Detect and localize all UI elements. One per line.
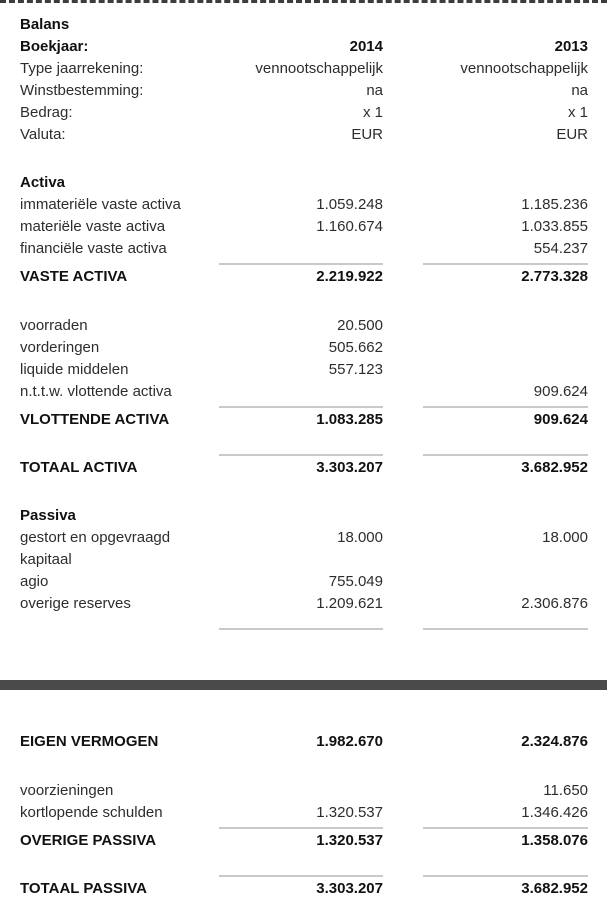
row-eigen-vermogen [20, 731, 588, 753]
row-total-vaste-activa [20, 266, 588, 288]
row-label: Boekjaar: [20, 38, 89, 55]
row-vorderingen [20, 337, 588, 359]
page-break-divider [0, 680, 607, 690]
value-2013: vennootschappelijk [460, 60, 588, 77]
page-title: Balans [20, 16, 70, 33]
value-2014: 1.320.537 [316, 832, 383, 849]
sum-rule-2013 [423, 263, 588, 265]
value-2014: na [366, 82, 383, 99]
value-2014: 1.083.285 [316, 411, 383, 428]
value-2013: 1.033.855 [521, 218, 588, 235]
row-boekjaar [20, 36, 588, 58]
row-label: Winstbestemming: [20, 82, 144, 99]
value-2014: 2.219.922 [316, 268, 383, 285]
section-heading-activa: Activa [20, 174, 66, 191]
value-2013: 2.306.876 [521, 595, 588, 612]
sum-rule-2013 [423, 827, 588, 829]
value-2014: 3.303.207 [316, 459, 383, 476]
value-2014: 557.123 [328, 361, 383, 378]
value-2013: na [571, 82, 588, 99]
row-label: liquide middelen [20, 361, 129, 378]
sum-rule [20, 454, 588, 456]
row-financiele-vaste-activa [20, 238, 588, 260]
row-label: materiële vaste activa [20, 218, 166, 235]
row-liquide-middelen [20, 359, 588, 381]
value-2014: 755.049 [328, 573, 383, 590]
row-agio [20, 571, 588, 593]
row-label: kortlopende schulden [20, 804, 163, 821]
row-materiele-vaste-activa [20, 216, 588, 238]
column-header-2014: 2014 [349, 38, 383, 55]
sum-rule-2013 [423, 875, 588, 877]
row-overige-passiva [20, 830, 588, 852]
row-label: Bedrag: [20, 104, 73, 121]
value-2013: x 1 [567, 104, 588, 121]
row-label: voorzieningen [20, 782, 114, 799]
row-label: agio [20, 573, 49, 590]
row-label: OVERIGE PASSIVA [20, 832, 157, 849]
sum-rule [20, 827, 588, 829]
sum-rule-2014 [219, 454, 383, 456]
row-label: immateriële vaste activa [20, 196, 181, 213]
row-label: voorraden [20, 317, 88, 334]
sum-rule-2014 [219, 827, 383, 829]
row-totaal-passiva [20, 878, 588, 900]
sum-rule [20, 628, 588, 630]
value-2013: 554.237 [533, 240, 588, 257]
sum-rule-2014 [219, 406, 383, 408]
value-2013: 1.358.076 [521, 832, 588, 849]
sum-rule-2013 [423, 406, 588, 408]
row-immateriele-vaste-activa [20, 194, 588, 216]
sum-rule [20, 263, 588, 265]
value-2014: 3.303.207 [316, 880, 383, 897]
row-label: VASTE ACTIVA [20, 268, 128, 285]
column-header-2013: 2013 [554, 38, 588, 55]
value-2013: 11.650 [543, 782, 588, 799]
value-2013: 2.324.876 [521, 733, 588, 750]
value-2013: 3.682.952 [521, 880, 588, 897]
row-voorzieningen [20, 780, 588, 802]
row-label: gestort en opgevraagd kapitaal [20, 529, 171, 568]
row-gestort-en-opgevraagd-kapitaal [20, 527, 588, 571]
sum-rule [20, 875, 588, 877]
value-2013: 909.624 [533, 411, 588, 428]
value-2014: EUR [351, 126, 383, 143]
row-label: Type jaarrekening: [20, 60, 144, 77]
value-2014: 1.320.537 [316, 804, 383, 821]
value-2014: 18.000 [337, 529, 383, 546]
row-voorraden [20, 315, 588, 337]
value-2013: EUR [556, 126, 588, 143]
value-2013: 18.000 [542, 529, 588, 546]
value-2013: 3.682.952 [521, 459, 588, 476]
sum-rule [20, 406, 588, 408]
row-label: TOTAAL PASSIVA [20, 880, 147, 897]
row-totaal-activa [20, 457, 588, 479]
row-label: TOTAAL ACTIVA [20, 459, 138, 476]
section-heading-passiva: Passiva [20, 507, 76, 524]
row-label: financiële vaste activa [20, 240, 167, 257]
sum-rule-2014 [219, 263, 383, 265]
value-2014: x 1 [362, 104, 383, 121]
value-2014: 20.500 [337, 317, 383, 334]
row-type-jaarrekening [20, 58, 588, 80]
value-2014: 505.662 [328, 339, 383, 356]
sum-rule-2013 [423, 454, 588, 456]
row-nttw-vlottende-activa [20, 381, 588, 403]
value-2013: 1.346.426 [521, 804, 588, 821]
row-overige-reserves [20, 593, 588, 615]
row-label: Valuta: [20, 126, 66, 143]
sum-rule-2014 [219, 875, 383, 877]
value-2013: 2.773.328 [521, 268, 588, 285]
row-bedrag [20, 102, 588, 124]
row-label: overige reserves [20, 595, 131, 612]
value-2014: 1.059.248 [316, 196, 383, 213]
row-label: VLOTTENDE ACTIVA [20, 411, 170, 428]
row-valuta [20, 124, 588, 146]
value-2014: vennootschappelijk [255, 60, 383, 77]
row-label: n.t.t.w. vlottende activa [20, 383, 172, 400]
value-2013: 1.185.236 [521, 196, 588, 213]
row-total-vlottende-activa [20, 409, 588, 431]
value-2013: 909.624 [533, 383, 588, 400]
row-label: vorderingen [20, 339, 100, 356]
row-kortlopende-schulden [20, 802, 588, 824]
row-label: EIGEN VERMOGEN [20, 733, 159, 750]
sum-rule-2014 [219, 628, 383, 630]
value-2014: 1.160.674 [316, 218, 383, 235]
value-2014: 1.209.621 [316, 595, 383, 612]
sum-rule-2013 [423, 628, 588, 630]
row-winstbestemming [20, 80, 588, 102]
value-2014: 1.982.670 [316, 733, 383, 750]
